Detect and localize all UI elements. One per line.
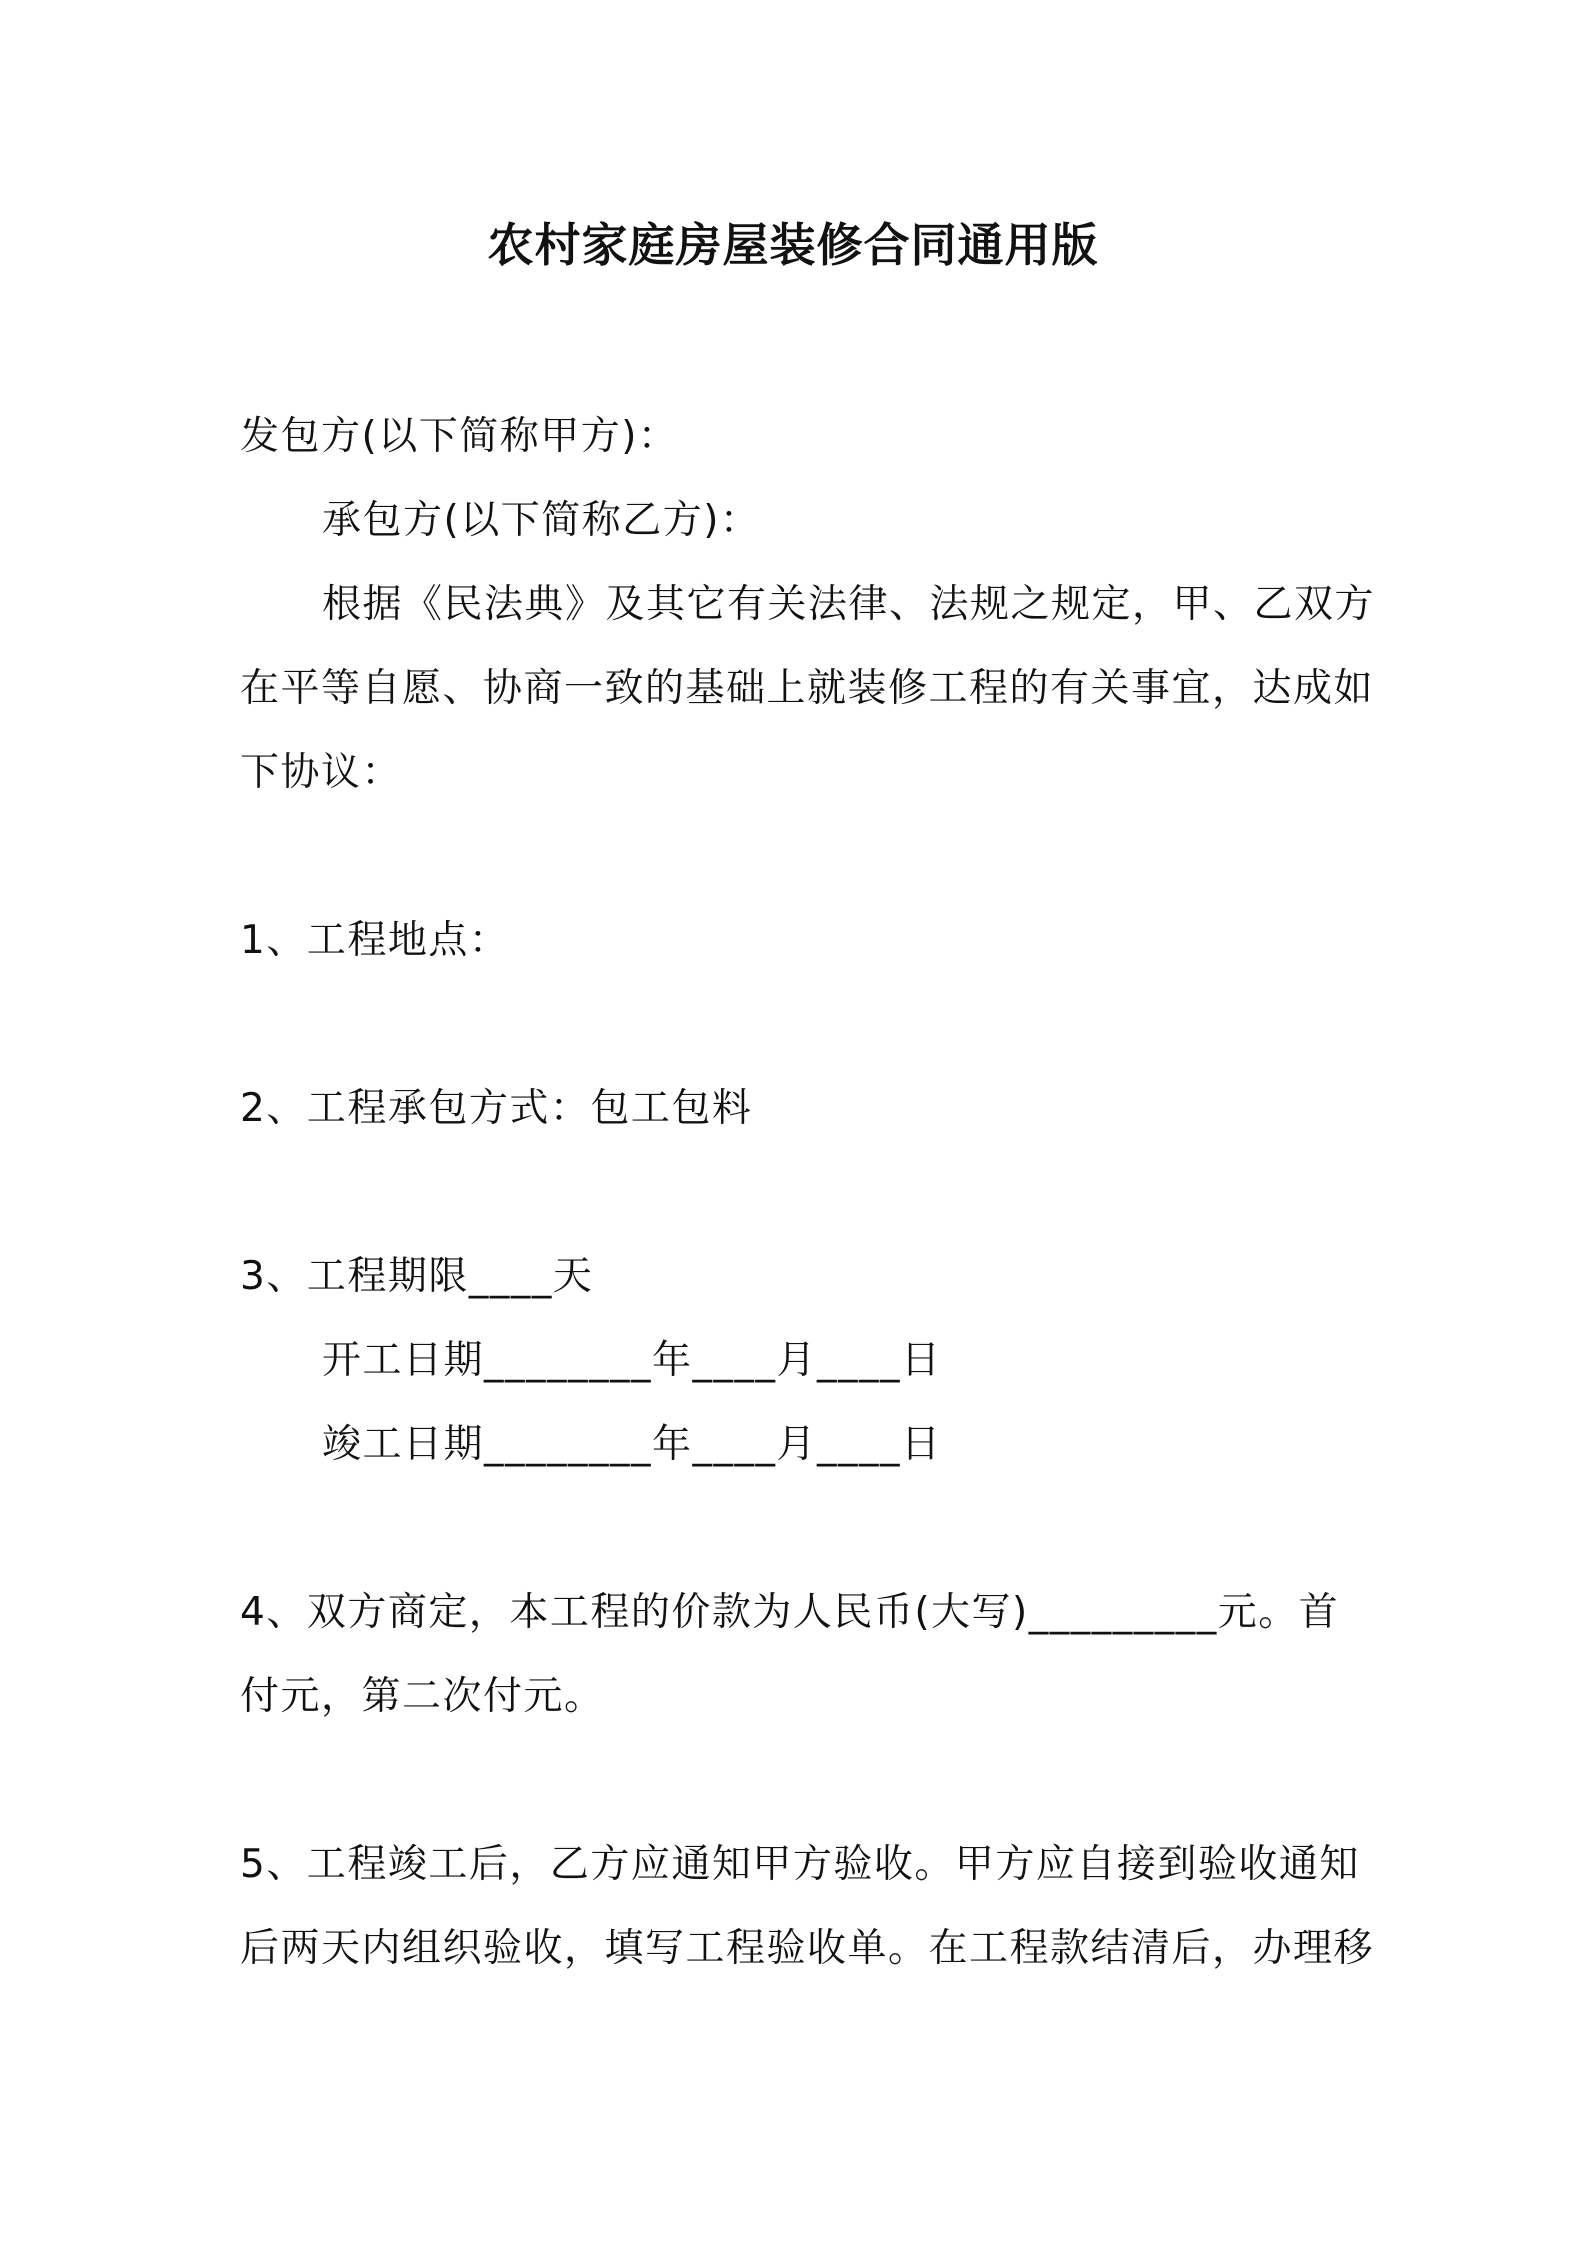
- party-a-label: 发包方(以下简称甲方)：: [240, 414, 679, 459]
- intro-line-3: 下协议：: [240, 750, 403, 795]
- intro-line-1: 根据《民法典》及其它有关法律、法规之规定，甲、乙双方: [322, 582, 1376, 627]
- clause-4-line-1: 4、双方商定，本工程的价款为人民币(大写)_________元。首: [240, 1590, 1340, 1635]
- document-title: 农村家庭房屋装修合同通用版: [487, 218, 1099, 272]
- intro-line-2: 在平等自愿、协商一致的基础上就装修工程的有关事宜，达成如: [240, 666, 1375, 711]
- start-date-line: 开工日期________年____月____日: [322, 1338, 942, 1383]
- clause-4-line-2: 付元，第二次付元。: [240, 1674, 605, 1719]
- clause-5-line-2: 后两天内组织验收，填写工程验收单。在工程款结清后，办理移: [240, 1926, 1375, 1971]
- clause-5-line-1: 5、工程竣工后，乙方应通知甲方验收。甲方应自接到验收通知: [240, 1842, 1360, 1887]
- end-date-line: 竣工日期________年____月____日: [322, 1422, 942, 1467]
- clause-3: 3、工程期限____天: [240, 1254, 594, 1299]
- clause-1: 1、工程地点：: [240, 918, 510, 963]
- party-b-label: 承包方(以下简称乙方)：: [322, 498, 761, 543]
- clause-2: 2、工程承包方式：包工包料: [240, 1086, 753, 1131]
